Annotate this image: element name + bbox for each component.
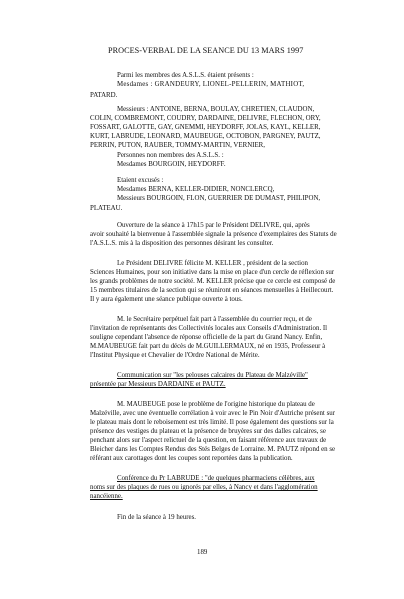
opening-paragraph-line: l'A.S.L.S. mis à la disposition des personnes désirant les consulter. <box>90 240 274 247</box>
maubeuge-paragraph-line: M. MAUBEUGE pose le problème de l'origine historique du plateau de <box>117 401 315 408</box>
present-men-line: COLIN, COMBREMONT, COUDRY, DARDAINE, DELIVRE, FLECHON, ORY, <box>90 115 321 122</box>
maubeuge-paragraph-line: Malzéville, avec une éventuelle corrélation à voir avec le Pin Noir d'Autriche présent sur <box>90 410 335 417</box>
conference-heading: Conférence du Pr LABRUDE : "de quelques pharmaciens célèbres, aux <box>117 475 315 482</box>
conference-heading-line: noms sur des plaques de rues ou ignorés par elles, à Nancy et dans l'agglomération <box>90 484 318 491</box>
communication-heading: Communication sur "les pelouses calcaires du Plateau de Malzéville" <box>117 372 308 379</box>
excused-end: PLATEAU. <box>90 205 123 212</box>
closing-line: Fin de la séance à 19 heures. <box>117 514 197 521</box>
excused-intro: Etaient excusés : <box>117 177 164 184</box>
keller-paragraph-line: Sciences Humaines, pour son initiative dans la mise en place d'un cercle de réflexion sur <box>90 269 335 276</box>
opening-paragraph-line: Ouverture de la séance à 17h15 par le Président DELIVRE, qui, après <box>117 222 310 229</box>
present-men-line: KURT, LABRUDE, LEONARD, MAUBEUGE, OCTOBON, PARGNEY, PAUTZ, <box>90 133 321 140</box>
present-men-line: Messieurs : ANTOINE, BERNA, BOULAY, CHRETIEN, CLAUDON, <box>117 106 315 113</box>
secretary-paragraph-line: souligne cependant l'absence de réponse officielle de la part du Grand Nancy. Enfin, <box>90 334 323 341</box>
present-ladies-line: Mesdames : GRANDEURY, LIONEL-PELLERIN, MATHIOT, <box>117 81 305 88</box>
secretary-paragraph-line: M.MAUBEUGE fait part du décès de M.GUILLERMAUX, né en 1935, Professeur à <box>90 343 326 350</box>
maubeuge-paragraph-line: référant aux carottages dont les coupes sont reportées dans la publication. <box>90 455 293 462</box>
nonmembers-intro: Personnes non membres des A.S.L.S. : <box>117 152 224 159</box>
excused-men: Messieurs BOURGOIN, FLON, GUERRIER DE DUMAST, PHILIPON, <box>117 195 321 202</box>
maubeuge-paragraph-line: Bleicher dans les Comptes Rendus des Stés Belges de Lorraine. M. PAUTZ répond en se <box>90 446 336 453</box>
keller-paragraph-line: les grands problèmes de notre société. M. KELLER précise que ce cercle est composé de <box>90 278 336 285</box>
secretary-paragraph-line: l'Institut Physique et Chevalier de l'Ordre National de Mérite. <box>90 352 260 359</box>
present-men-line: FOSSART, GALOTTE, GAY, GNEMMI, HEYDORFF, JOLAS, KAYL, KELLER, <box>90 124 321 131</box>
maubeuge-paragraph-line: le plateau mais dont le reboisement est très limité. Il pose également des questions sur la <box>90 419 334 426</box>
opening-paragraph-line: avoir souhaité la bienvenue à l'assemblée signale la présence d'exemplaires des Statuts de <box>90 231 337 238</box>
nonmembers-line: Mesdames BOURGOIN, HEYDORFF. <box>117 161 226 168</box>
keller-paragraph-line: Le Président DELIVRE félicite M. KELLER , président de la section <box>117 260 308 267</box>
excused-ladies: Mesdames BERNA, KELLER-DIDIER, NONCLERCQ, <box>117 186 275 193</box>
page-number: 189 <box>197 549 208 556</box>
present-men-line: PERRIN, PUTON, RAUBER, TOMMY-MARTIN, VERNIER, <box>90 142 265 149</box>
maubeuge-paragraph-line: présence des vestiges du plateau et la présence de bruyères sur des dalles calcaires, se <box>90 428 326 435</box>
communication-presenters: présentée par Messieurs DARDAINE et PAUTZ. <box>90 381 226 388</box>
conference-heading-line: nancéienne. <box>90 493 123 500</box>
present-ladies-end: PATARD. <box>90 92 118 99</box>
maubeuge-paragraph-line: penchant alors sur l'aspect relictuel de la question, en faisant référence aux travaux de <box>90 437 327 444</box>
keller-paragraph-line: Il y aura également une séance publique ouverte à tous. <box>90 296 243 303</box>
secretary-paragraph-line: M. le Secrétaire perpétuel fait part à l'assemblée du courrier reçu, et de <box>117 316 312 323</box>
present-intro: Parmi les membres des A.S.L.S. étaient présents : <box>117 72 254 79</box>
keller-paragraph-line: 15 membres titulaires de la section qui se réuniront en séances mensuelles à Heillecourt. <box>90 287 334 294</box>
secretary-paragraph-line: l'invitation de représentants des Collectivités locales aux Conseils d'Administration. Il <box>90 325 328 332</box>
document-title: PROCES-VERBAL DE LA SEANCE DU 13 MARS 1997 <box>108 46 304 55</box>
